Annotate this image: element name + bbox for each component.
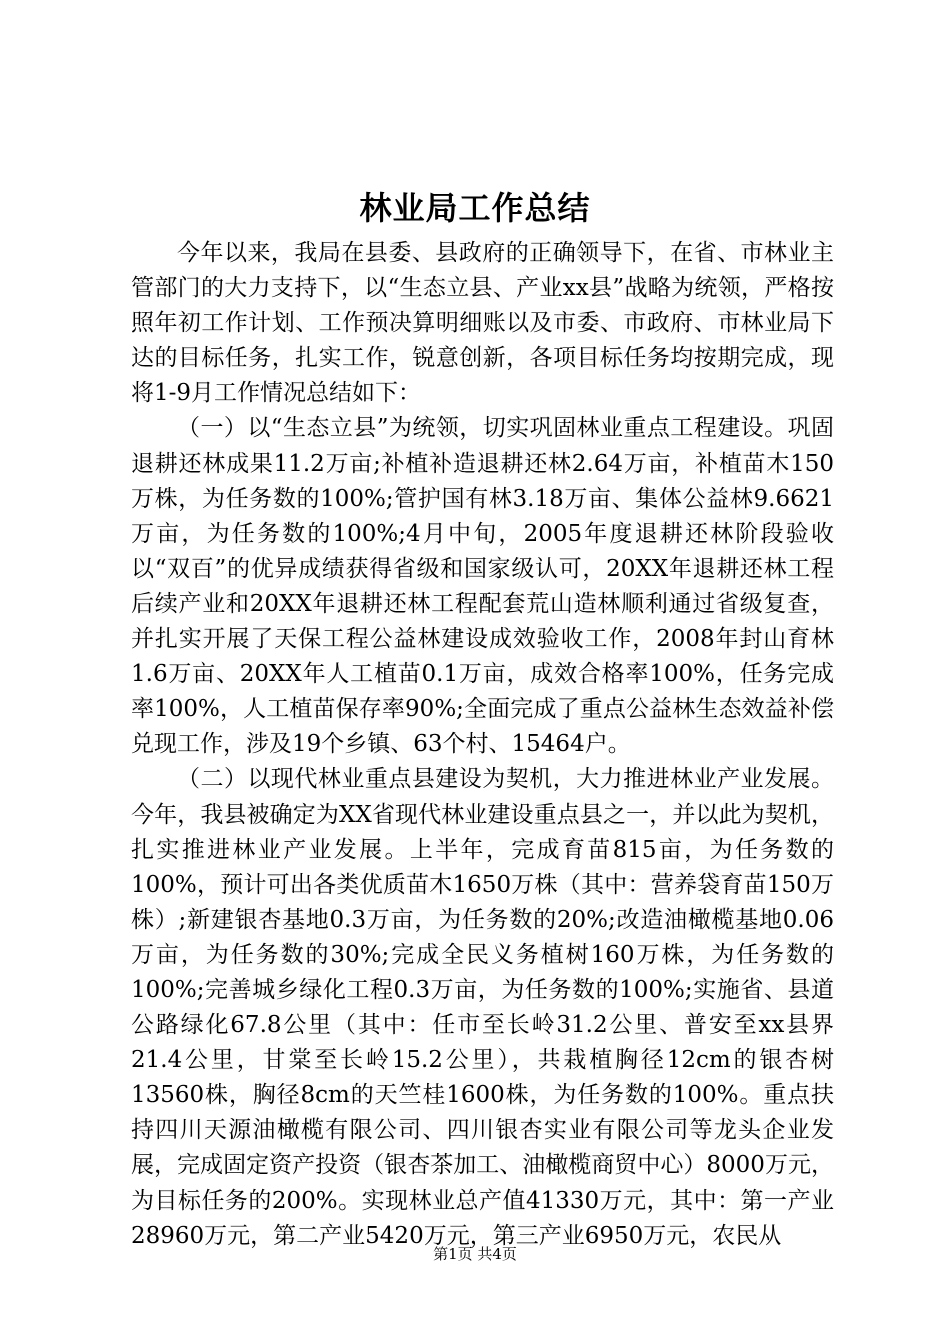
paragraph-section-1: （一）以“生态立县”为统领，切实巩固林业重点工程建设。巩固退耕还林成果11.2万亩;补植补造退耕还林2.64万亩，补植苗木150万株，为任务数的100%;管护国有林3.18万亩、集体公益林9.6621万亩，为任务数的100%;4月中旬，2005年度退耕还林阶段验收以“双百”的优异成绩获得省级和国家级认可，20XX年退耕还林工程后续产业和20XX年退耕还林工程配套荒山造林顺利通过省级复查，并扎实开展了天保工程公益林建设成效验收工作，2008年封山育林1.6万亩、20XX年人工植苗0.1万亩，成效合格率100%，任务完成率100%，人工植苗保存率90%;全面完成了重点公益林生态效益补偿兑现工作，涉及19个乡镇、63个村、15464户。 [131, 415, 834, 758]
paragraph-section-2: （二）以现代林业重点县建设为契机，大力推进林业产业发展。今年，我县被确定为XX省现代林业建设重点县之一，并以此为契机，扎实推进林业产业发展。上半年，完成育苗815亩，为任务数的100%，预计可出各类优质苗木1650万株（其中：营养袋育苗150万株）;新建银杏基地0.3万亩，为任务数的20%;改造油橄榄基地0.06万亩，为任务数的30%;完成全民义务植树160万株，为任务数的100%;完善城乡绿化工程0.3万亩，为任务数的100%;实施省、县道公路绿化67.8公里（其中：任市至长岭31.2公里、普安至xx县界21.4公里，甘棠至长岭15.2公里），共栽植胸径12cm的银杏树13560株，胸径8cm的天竺桂1600株，为任务数的100%。重点扶持四川天源油橄榄有限公司、四川银杏实业有限公司等龙头企业发展，完成固定资产投资（银杏茶加工、油橄榄商贸中心）8000万元，为目标任务的200%。实现林业总产值41330万元，其中：第一产业28960万元，第二产业5420万元，第三产业6950万元，农民从 [131, 766, 834, 1249]
document-body [131, 236, 834, 1254]
page-footer: 第1页 共4页 [433, 1245, 517, 1263]
paragraph-intro: 今年以来，我局在县委、县政府的正确领导下，在省、市林业主管部门的大力支持下，以“生态立县、产业xx县”战略为统领，严格按照年初工作计划、工作预决算明细账以及市委、市政府、市林业局下达的目标任务，扎实工作，锐意创新，各项目标任务均按期完成，现将1-9月工作情况总结如下： [131, 240, 834, 407]
document-title: 林业局工作总结 [359, 189, 591, 227]
